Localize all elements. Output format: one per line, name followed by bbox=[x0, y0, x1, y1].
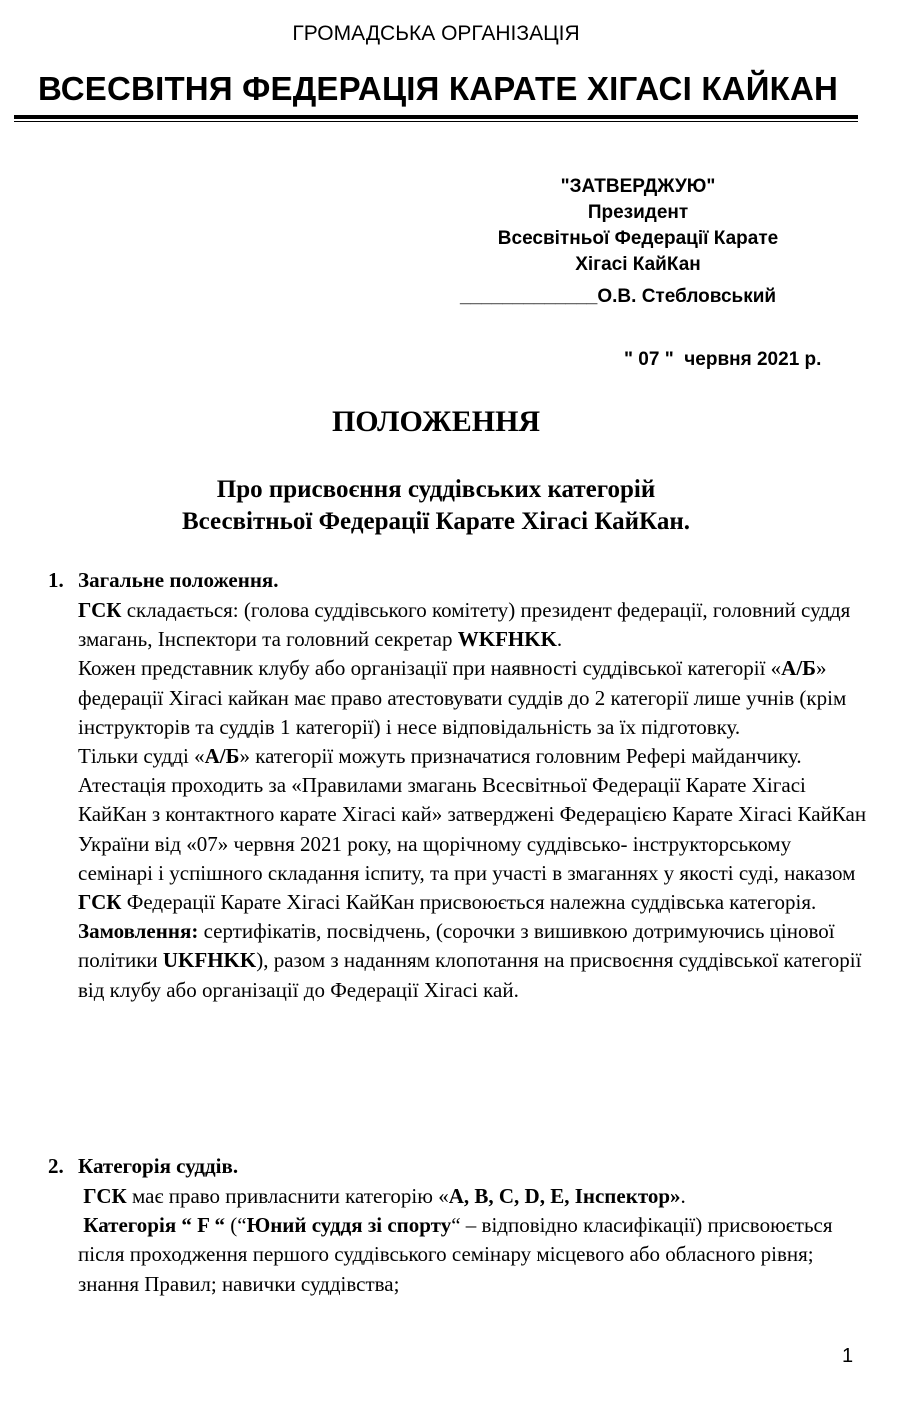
signatory-name: О.В. Стебловський bbox=[597, 286, 777, 307]
subtitle-line2: Всесвітньої Федерації Карате Хігасі КайКан. bbox=[181, 508, 691, 535]
section-1-paragraph bbox=[78, 771, 868, 917]
paragraph-text: “ – відповідно класифікації) присвоюється після проходження першого суддівського семінару місцевого або обласного рівня; знання Правил; навички суддівства; bbox=[78, 1213, 833, 1296]
header-rule-thin bbox=[14, 121, 858, 122]
org-label: ГРОМАДСЬКА ОРГАНІЗАЦІЯ bbox=[292, 22, 580, 45]
paragraph-text: Атестація проходить за «Правилами змагань Всесвітньої Федерації Карате Хігасі КайКан з контактного карате Хігасі кай» затверджені Федерацією Карате Хігасі КайКан України від «07» червня 2021 року, на щорічному суддівсько- інструкторському семінарі і успішного складання іспиту, та при участі в змаганнях у якості суді, наказом bbox=[78, 773, 867, 885]
section-2-body bbox=[78, 1182, 868, 1299]
category-term: А/Б bbox=[781, 656, 817, 681]
approver-org-line1: Всесвітньої Федерації Карате bbox=[497, 228, 779, 249]
approver-position: Президент bbox=[587, 202, 689, 223]
section-2-heading bbox=[48, 1154, 238, 1179]
category-f-term: Категорія “ F “ bbox=[83, 1213, 225, 1238]
paragraph-text: складається: (голова суддівського комітету) президент федерації, головний суддя змагань, Інспектори та головний секретар bbox=[78, 598, 851, 652]
paragraph-text: ), разом з наданням клопотання на присвоєння суддівської категорії від клубу або організації до Федерації Хігасі кай. bbox=[78, 948, 862, 1002]
approval-date: " 07 " червня 2021 р. bbox=[624, 349, 822, 370]
section-2-title: Категорія суддів. bbox=[78, 1154, 239, 1178]
junior-judge-term: Юний суддя зі спорту bbox=[246, 1213, 452, 1238]
paragraph-text: (“ bbox=[224, 1213, 247, 1238]
gsk-term: ГСК bbox=[78, 598, 122, 622]
section-2-paragraph bbox=[78, 1211, 868, 1299]
order-term: Замовлення: bbox=[78, 919, 199, 944]
paragraph-text: має право привласнити категорію « bbox=[126, 1184, 449, 1208]
paragraph-text: Федерації Карате Хігасі КайКан присвоюється належна суддівська категорія. bbox=[121, 890, 817, 915]
section-1-body bbox=[78, 596, 868, 1005]
gsk-term: ГСК bbox=[78, 890, 122, 915]
paragraph-text: Кожен представник клубу або організації при наявності суддівської категорії « bbox=[78, 656, 782, 681]
paragraph-text: . bbox=[556, 627, 563, 652]
category-term: А/Б bbox=[204, 744, 240, 769]
approve-label: "ЗАТВЕРДЖУЮ" bbox=[560, 176, 716, 197]
section-2-paragraph bbox=[78, 1182, 868, 1211]
header-rule-thick bbox=[14, 115, 858, 119]
subtitle-line1: Про присвоєння суддівських категорій bbox=[216, 476, 656, 503]
section-1-title: Загальне положення. bbox=[78, 568, 279, 592]
section-1-paragraph bbox=[78, 596, 868, 654]
paragraph-text: » категорії можуть призначатися головним Рефері майданчику. bbox=[239, 744, 802, 769]
section-1-paragraph bbox=[78, 917, 868, 1005]
section-1-paragraph bbox=[78, 742, 868, 771]
gsk-term: ГСК bbox=[83, 1184, 127, 1208]
abbr-term: WKFHKK bbox=[457, 627, 557, 652]
paragraph-text: . bbox=[680, 1184, 686, 1208]
abbr-term: UKFHKK bbox=[162, 948, 257, 973]
section-2-number: 2. bbox=[48, 1154, 64, 1178]
section-1-heading bbox=[48, 568, 279, 593]
document-title: ПОЛОЖЕННЯ bbox=[331, 405, 541, 438]
signature-blank: _____________ bbox=[460, 286, 598, 307]
approver-org-line2: Хігасі КайКан bbox=[575, 254, 701, 275]
section-1-number: 1. bbox=[48, 568, 64, 592]
paragraph-text: сертифікатів, посвідчень, (сорочки з вишивкою дотримуючись цінової політики bbox=[78, 919, 835, 973]
federation-name: ВСЕСВІТНЯ ФЕДЕРАЦІЯ КАРАТЕ ХІГАСІ КАЙКАН bbox=[38, 70, 839, 107]
category-list: A, B, C, D, E, Інспектор» bbox=[448, 1184, 681, 1208]
section-1-paragraph bbox=[78, 654, 868, 742]
signature-line bbox=[460, 286, 776, 308]
paragraph-text: Тільки судді « bbox=[78, 744, 205, 769]
page-number: 1 bbox=[842, 1345, 854, 1367]
paragraph-text: » федерації Хігасі кайкан має право атестовувати суддів до 2 категорії лише учнів (крім інструкторів та суддів 1 категорії) і несе відповідальність за їх підготовку. bbox=[78, 656, 847, 739]
